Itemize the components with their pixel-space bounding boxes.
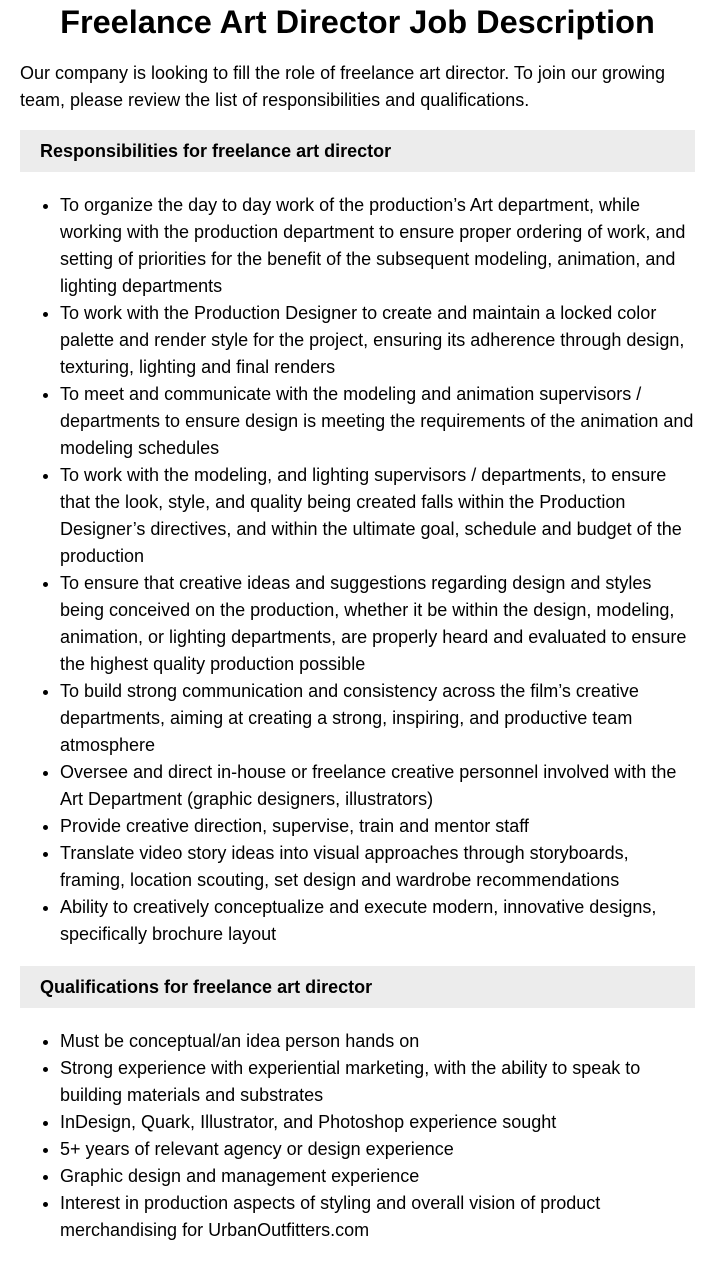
list-item: • To work with the modeling, and lighting supervisors / departments, to ensure that the look, style, and quality being created falls within the Production Designer’s directives, and within the ultimate goal, schedule and budget of the production [60,462,695,570]
page-title: Freelance Art Director Job Description [60,4,655,40]
list-item: • 5+ years of relevant agency or design experience [60,1136,695,1163]
list-item: • Interest in production aspects of styling and overall vision of product merchandising for UrbanOutfitters.com [60,1190,695,1244]
responsibilities-heading: Responsibilities for freelance art director [20,130,695,172]
list-item: • To meet and communicate with the modeling and animation supervisors / departments to ensure design is meeting the requirements of the animation and modeling schedules [60,381,695,462]
list-item: • To organize the day to day work of the production’s Art department, while working with the production department to ensure proper ordering of work, and setting of priorities for the benefit of the subsequent modeling, animation, and lighting departments [60,192,695,300]
list-item: • Ability to creatively conceptualize and execute modern, innovative designs, specifically brochure layout [60,894,695,948]
list-item: • To ensure that creative ideas and suggestions regarding design and styles being conceived on the production, whether it be within the design, modeling, animation, or lighting departments, are properly heard and evaluated to ensure the highest quality production possible [60,570,695,678]
list-item: • Strong experience with experiential marketing, with the ability to speak to building materials and substrates [60,1055,695,1109]
list-item: • Graphic design and management experience [60,1163,695,1190]
list-item: • To work with the Production Designer to create and maintain a locked color palette and render style for the project, ensuring its adherence through design, texturing, lighting and final renders [60,300,695,381]
qualifications-list [20,1028,695,1244]
list-item: • To build strong communication and consistency across the film’s creative departments, aiming at creating a strong, inspiring, and productive team atmosphere [60,678,695,759]
list-item: • Provide creative direction, supervise, train and mentor staff [60,813,695,840]
list-item: • InDesign, Quark, Illustrator, and Photoshop experience sought [60,1109,695,1136]
responsibilities-list [20,192,695,948]
qualifications-heading: Qualifications for freelance art director [20,966,695,1008]
list-item: • Must be conceptual/an idea person hands on [60,1028,695,1055]
intro-paragraph: Our company is looking to fill the role of freelance art director. To join our growing team, please review the list of responsibilities and qualifications. [20,63,665,110]
list-item: • Translate video story ideas into visual approaches through storyboards, framing, location scouting, set design and wardrobe recommendations [60,840,695,894]
list-item: • Oversee and direct in-house or freelance creative personnel involved with the Art Department (graphic designers, illustrators) [60,759,695,813]
